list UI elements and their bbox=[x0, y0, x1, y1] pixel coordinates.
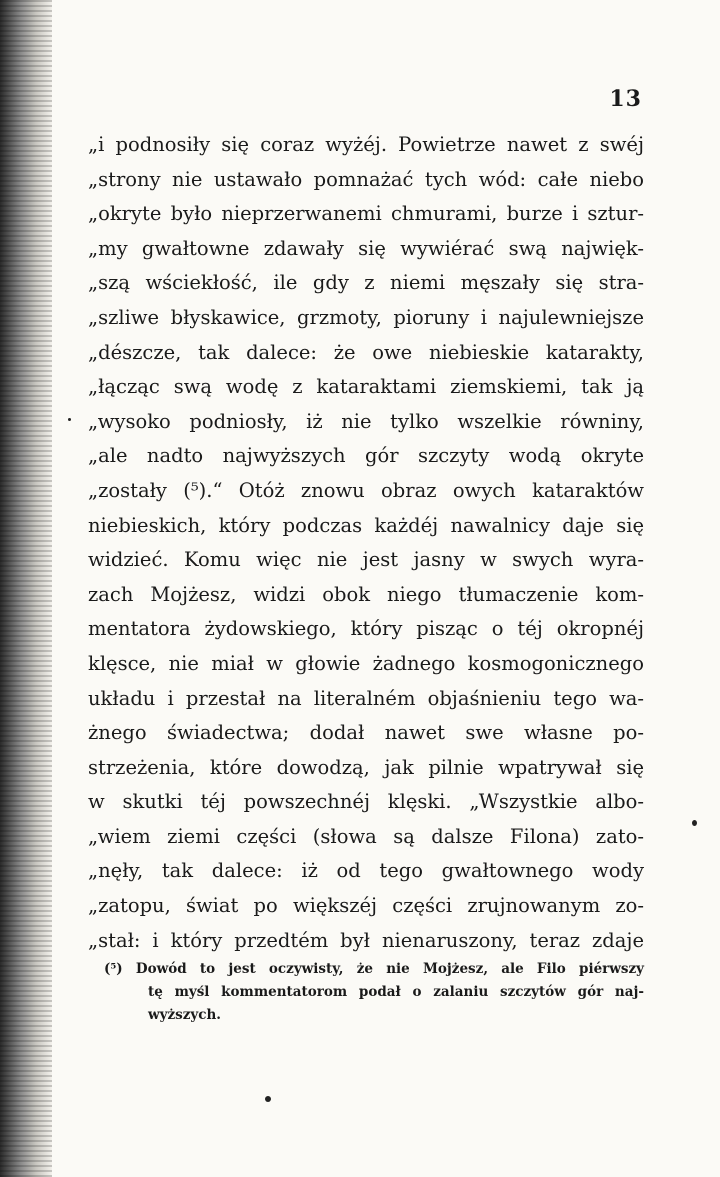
ink-speck bbox=[692, 820, 697, 826]
text-line: klęsce, nie miał w głowie żadnego kosmogonicznego bbox=[88, 651, 644, 675]
footnote-line: wyższych. bbox=[148, 1007, 221, 1023]
text-line: „szliwe błyskawice, grzmoty, pioruny i najulewniejsze bbox=[88, 305, 644, 329]
text-line: „okryte było nieprzerwanemi chmurami, burze i sztur- bbox=[88, 202, 644, 226]
text-line: „nęły, tak dalece: iż od tego gwałtownego wody bbox=[88, 859, 644, 883]
text-line: strzeżenia, które dowodzą, jak pilnie wpatrywał się bbox=[88, 755, 644, 779]
text-line: „wiem ziemi części (słowa są dalsze Filona) zato- bbox=[88, 824, 644, 848]
text-line: „łącząc swą wodę z kataraktami ziemskiemi, tak ją bbox=[88, 375, 644, 399]
text-line: „i podnosiły się coraz wyżéj. Powietrze nawet z swéj bbox=[88, 133, 644, 156]
text-line: niebieskich, który podczas każdéj nawalnicy daje się bbox=[88, 513, 644, 537]
text-line: żnego świadectwa; dodał nawet swe własne po- bbox=[88, 721, 644, 745]
text-line: zach Mojżesz, widzi obok niego tłumaczenie kom- bbox=[88, 582, 644, 606]
text-line: „ale nadto najwyższych gór szczyty wodą okryte bbox=[88, 444, 644, 468]
footnote bbox=[104, 958, 644, 1027]
ink-speck bbox=[68, 418, 71, 421]
text-line: „wysoko podniosły, iż nie tylko wszelkie równiny, bbox=[88, 409, 644, 433]
footnote-line: tę myśl kommentatorom podał o zalaniu szczytów gór naj- bbox=[148, 984, 644, 1000]
footnote-line bbox=[104, 958, 644, 981]
text-line: mentatora żydowskiego, który pisząc o téj okropnéj bbox=[88, 617, 644, 641]
footnote-text: Dowód to jest oczywisty, że nie Mojżesz, ale Filo piérwszy bbox=[135, 961, 645, 977]
body-text bbox=[88, 128, 644, 958]
page-number: 13 bbox=[609, 86, 642, 112]
text-line: widzieć. Komu więc nie jest jasny w swych wyra- bbox=[88, 548, 644, 572]
text-line: „my gwałtowne zdawały się wywiérać swą najwięk- bbox=[88, 236, 644, 260]
ink-speck bbox=[265, 1096, 271, 1102]
text-line: układu i przestał na literalném objaśnieniu tego wa- bbox=[88, 686, 644, 710]
footnote-marker: (⁵) bbox=[104, 961, 136, 977]
text-line: w skutki téj powszechnéj klęski. „Wszystkie albo- bbox=[88, 790, 644, 814]
book-binding-shadow bbox=[0, 0, 52, 1177]
text-line: „strony nie ustawało pomnażać tych wód: całe niebo bbox=[88, 167, 644, 191]
text-line: „zostały (⁵).“ Otóż znowu obraz owych kataraktów bbox=[88, 478, 644, 502]
text-line: „dészcze, tak dalece: że owe niebieskie katarakty, bbox=[88, 340, 644, 364]
text-line: „zatopu, świat po większéj części zrujnowanym zo- bbox=[88, 894, 644, 918]
text-line: „stał: i który przedtém był nienaruszony, teraz zdaje bbox=[88, 928, 644, 952]
text-line: „szą wściekłość, ile gdy z niemi męszały się stra- bbox=[88, 271, 644, 295]
